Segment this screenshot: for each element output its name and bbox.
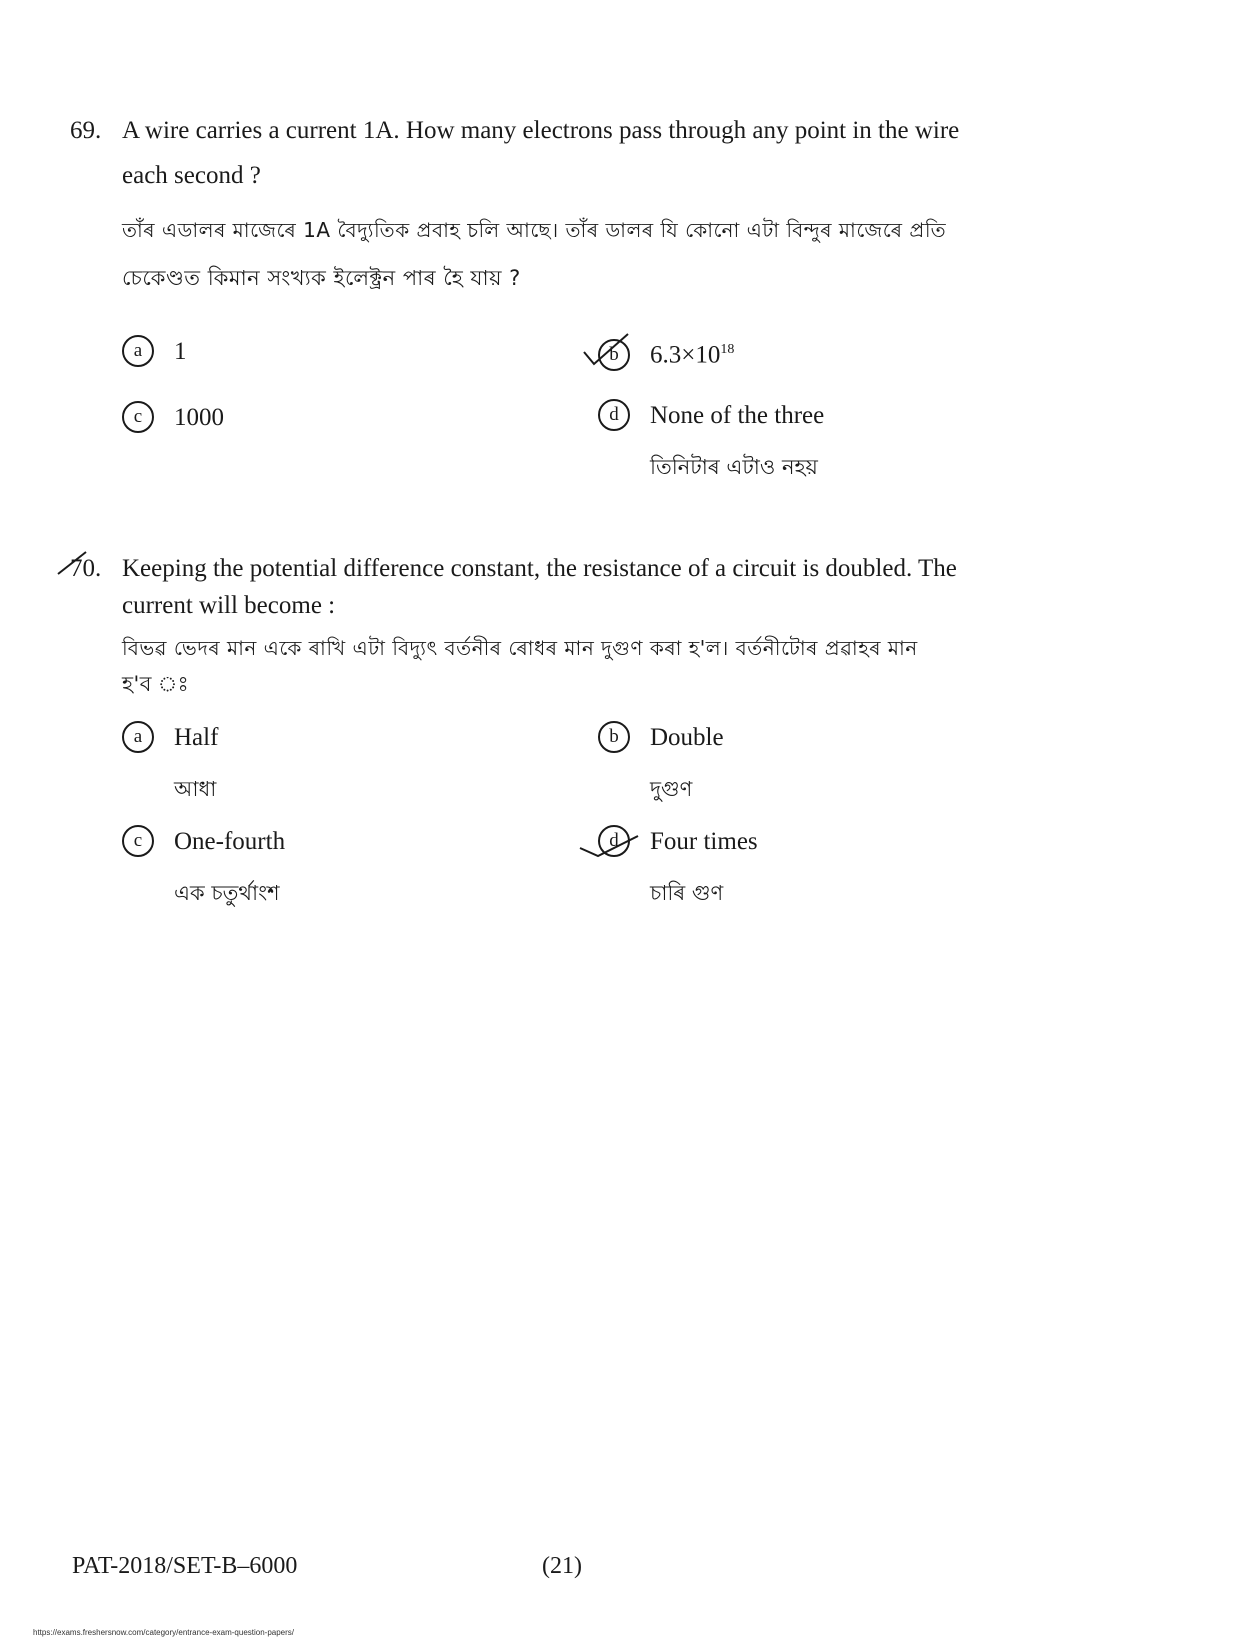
question-number: 69.: [70, 117, 102, 144]
option-text-assamese: তিনিটাৰ এটাও নহয়: [650, 455, 818, 480]
option-exponent: 18: [720, 342, 735, 357]
question-line-2: current will become :: [122, 592, 336, 619]
option-text-assamese: আধা: [174, 777, 217, 802]
option-a[interactable]: [122, 722, 218, 805]
option-letter-c: c: [122, 401, 154, 433]
page-number: (21): [542, 1553, 582, 1579]
question-line-1: Keeping the potential difference constant, the resistance of a circuit is doubled. The: [122, 555, 957, 582]
option-letter-d: d: [598, 825, 630, 857]
option-letter-a: a: [122, 721, 154, 753]
question-69: [70, 112, 1140, 296]
source-url[interactable]: https://exams.freshersnow.com/category/entrance-exam-question-papers/: [33, 1628, 295, 1637]
question-line-1: A wire carries a current 1A. How many electrons pass through any point in the wire: [122, 117, 960, 144]
option-text: Half: [174, 724, 219, 751]
option-a[interactable]: [122, 336, 187, 369]
question-number: 70.: [70, 555, 102, 582]
option-c[interactable]: [122, 826, 285, 909]
question-text-cont: [70, 587, 1140, 624]
option-text: None of the three: [650, 402, 825, 429]
assamese-question: [122, 630, 1140, 702]
option-text: Four times: [650, 828, 758, 855]
option-text-assamese: এক চতুৰ্থাংশ: [174, 881, 280, 906]
option-text: 1: [174, 338, 187, 365]
option-letter-b: b: [598, 721, 630, 753]
option-d[interactable]: [598, 400, 824, 483]
question-70: [70, 550, 1140, 702]
option-c[interactable]: [122, 402, 224, 435]
option-b[interactable]: [598, 722, 724, 805]
option-letter-c: c: [122, 825, 154, 857]
question-text-cont: [70, 157, 1140, 194]
assamese-line-1: বিভৱ ভেদৰ মান একে ৰাখি এটা বিদ্যুৎ বৰ্তনীৰ ৰোধৰ মান দুগুণ কৰা হ'ল। বৰ্তনীটোৰ প্ৰৱাহৰ মান: [122, 636, 918, 660]
option-letter-b: b: [598, 339, 630, 371]
option-text-assamese: চাৰি গুণ: [650, 881, 724, 906]
assamese-line-2: চেকেণ্ডত কিমান সংখ্যক ইলেক্ট্ৰন পাৰ হৈ যায় ?: [122, 266, 521, 290]
exam-code: PAT-2018/SET-B–6000: [72, 1553, 298, 1579]
assamese-line-1: তাঁৰ এডালৰ মাজেৰে 1A বৈদ্যুতিক প্ৰবাহ চলি আছে। তাঁৰ ডালৰ যি কোনো এটা বিন্দুৰ মাজেৰে প্ৰতি: [122, 218, 947, 242]
assamese-question: [122, 212, 1140, 296]
assamese-line-2: হ'ব ঃ: [122, 672, 190, 696]
option-text: 1000: [174, 404, 224, 431]
option-text: Double: [650, 724, 724, 751]
question-line-2: each second ?: [122, 162, 261, 189]
check-mark-icon: [582, 330, 642, 370]
question-text: [70, 112, 1140, 149]
option-letter-a: a: [122, 335, 154, 367]
check-mark-icon: [56, 548, 116, 578]
option-letter-d: d: [598, 399, 630, 431]
option-text-assamese: দুগুণ: [650, 777, 693, 802]
option-text: One-fourth: [174, 828, 286, 855]
question-text: [70, 550, 1140, 587]
check-mark-icon: [578, 826, 668, 866]
option-text: 6.3×10: [650, 341, 721, 369]
